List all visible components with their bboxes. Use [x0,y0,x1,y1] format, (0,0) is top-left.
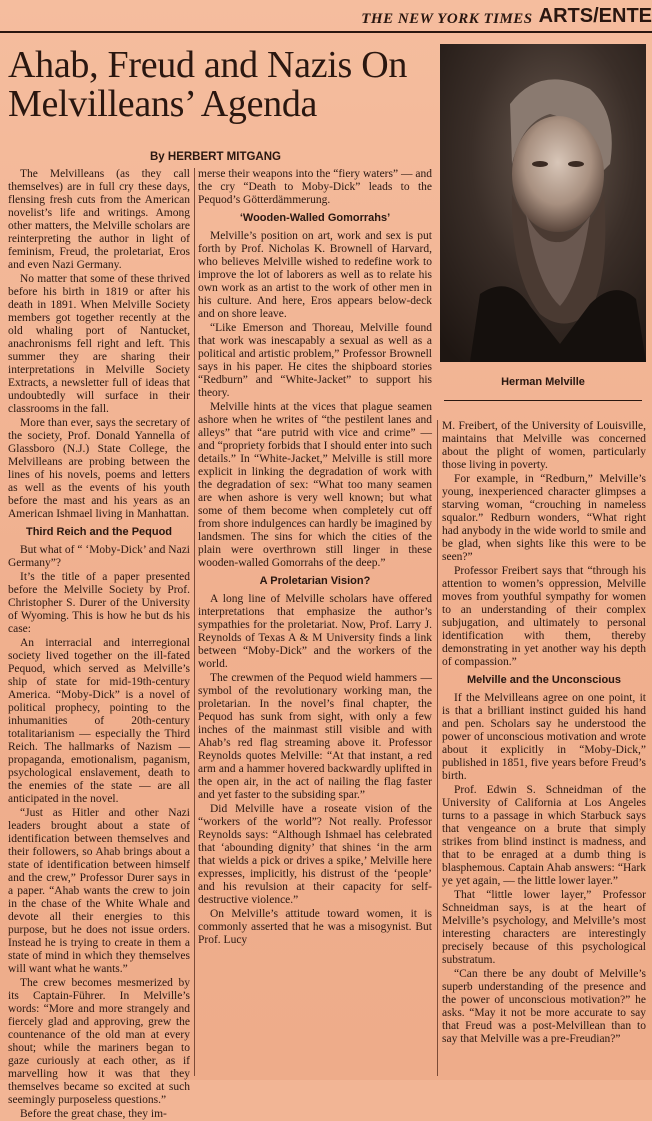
paragraph: Melville hints at the vices that plague seamen ashore when he writes of “the pestilent lanes and alleys” that “are putrid with vice and crime” — and “propriety forbids that I should enter into such details.” In “White-Jacket,” Melville is still more explicit in linking the degradation of work with the degradation of sex: “What too many seamen are when ashore is very well known; but what some of them become when completely cut off from shore indulgences can hardly be imagined by landsmen. The sins for which the cities of the plain were overthrown still linger in these wooden-walled Gomorrahs of the deep.” [198,401,432,569]
column-rule [194,168,195,1076]
paragraph: “Like Emerson and Thoreau, Melville found that work was inescapably a sexual as well as a political and artistic problem,” Professor Brownell says in his paper. He cites the shipboard stories “Redburn” and “White-Jacket” to support his theory. [198,322,432,399]
paragraph: The Melvilleans (as they call themselves) are in full cry these days, flensing fresh cuts from the American novelist’s life and writings. Among other matters, the Melville scholars are reinterpreting the author in light of feminism, Freud, the proletariat, Eros and even Nazi Germany. [8,168,190,271]
paragraph: If the Melvilleans agree on one point, it is that a brilliant instinct guided his hand and pen. Scholars say he understood the power of unconscious motivation and wrote about it explicitly in “Moby-Dick,” published in 1851, five years before Freud’s birth. [442,692,646,782]
paragraph: But what of “ ‘Moby-Dick’ and Nazi Germany”? [8,544,190,569]
subhead-gomorrahs: ‘Wooden-Walled Gomorrahs’ [239,212,391,224]
paragraph: M. Freibert, of the University of Louisville, maintains that Melville was concerned about the plight of women, particularly those living in poverty. [442,420,646,471]
portrait-illustration [440,44,646,362]
paragraph: “Can there be any doubt of Melville’s superb understanding of the presence and the power of unconscious motivation?” he asks. “May it not be more accurate to say that Freud was a post-Melvillean than to say that Melville was a pre-Freudian?” [442,968,646,1045]
column-3 [442,420,646,1076]
column-rule [437,420,438,1076]
masthead [361,4,652,28]
column-1 [8,168,190,1120]
photo-caption: Herman Melville [501,376,585,388]
paragraph: The crewmen of the Pequod wield hammers — symbol of the revolutionary working man, the proletarian. In the novel’s final chapter, the Pequod has sunk from sight, with only a few inches of the mainmast still visible and with Ahab’s red flag streaming above it. Professor Reynolds quotes Melville: “At that instant, a red arm and a hammer hovered backwardly uplifted in the open air, in the act of nailing the flag faster and yet faster to the subsiding spar.” [198,672,432,801]
paragraph: Professor Freibert says that “through his attention to women’s oppression, Melville moves from youthful sympathy for women to an understanding of their complex subjugation, and ultimately to personal identification with them, thereby demonstrating in yet another way his depth of compassion.” [442,565,646,668]
headline: Ahab, Freud and Nazis On Melvilleans’ Agenda [8,44,408,125]
subhead-unconscious: Melville and the Unconscious [466,674,622,686]
paragraph: For example, in “Redburn,” Melville’s young, inexperienced character glimpses a starving woman, “crouching in nameless squalor.” Redburn wonders, “What right had anybody in the wide world to smile and be glad, when sights like this were to be seen?” [442,473,646,563]
paragraph: No matter that some of these thrived before his birth in 1819 or after his death in 1891. When Melville Society members got together recently at the old whaling port of Nantucket, anachronisms fell right and left. This summer they are sharing their interpretations in Melville Society Extracts, a newsletter full of ideas that undoubtedly will surface in their classrooms in the fall. [8,273,190,415]
paragraph: Before the great chase, they im- [20,1108,167,1120]
paragraph: On Melville’s attitude toward women, it is commonly asserted that he was a misogynist. But Prof. Lucy [198,908,432,946]
column-2 [198,168,432,1076]
section-name: ARTS/ENTE [538,5,652,27]
paragraph: merse their weapons into the “fiery waters” — and the cry “Death to Moby-Dick” leads to the Pequod’s Götterdämmerung. [198,168,432,206]
paragraph: That “little lower layer,” Professor Schneidman says, is at the heart of Melville’s psychology, and Melville’s most interesting characters are interestingly precisely because of this psychological substratum. [442,889,646,966]
byline: By HERBERT MITGANG [150,151,281,163]
paragraph: “Just as Hitler and other Nazi leaders brought about a state of identification between themselves and their followers, so Ahab brings about a state of identification between himself and the crew,” Professor Durer says in a paper. “Ahab wants the crew to join in the chase of the White Whale and devote all their energies to this purpose, but he does not issue orders. Instead he is trying to create in them a state of mind in which they themselves will want what he wants.” [8,807,190,975]
paragraph: Did Melville have a roseate vision of the “workers of the world”? Not really. Professor Reynolds says: “Although Ishmael has celebrated that ‘abounding dignity’ that shines ‘in the arm that wields a pick or drives a spike,’ Melville here expresses, implicitly, his distrust of the ‘people’ and his revulsion at their capacity for self-destructive violence.” [198,803,432,906]
paragraph: An interracial and interregional society lived together on the ill-fated Pequod, which served as Melville’s ship of state for mid-19th-century America. “Moby-Dick” is a novel of political prophecy, pointing to the inhumanities of 20th-century totalitarianism — especially the Third Reich. The hallmarks of Nazism — propaganda, emotionalism, paganism, psychological enslavement, death to the enemies of the state — are all anticipated in the novel. [8,637,190,805]
subhead-proletarian: A Proletarian Vision? [259,575,371,587]
paragraph: Melville’s position on art, work and sex is put forth by Prof. Nicholas K. Brownell of Harvard, who believes Melville wished to redefine work to improve the lot of laborers as well as to relate his own work as an artist to the work of other men in his culture. And here, Eros appears below-deck and on shore leave. [198,230,432,320]
subhead-third-reich: Third Reich and the Pequod [25,526,173,538]
paragraph: A long line of Melville scholars have offered interpretations that emphasize the author’s sympathies for the proletariat. Now, Prof. Larry J. Reynolds of Texas A & M University finds a link between “Moby-Dick” and the workers of the world. [198,593,432,670]
paragraph: More than ever, says the secretary of the society, Prof. Donald Yannella of Glassboro (N.J.) State College, the Melvilleans are probing between the lines of his novels, poems and letters as well as the events of his youth before the mast and his years as an American Ishmael living in Manhattan. [8,417,190,520]
caption-rule [444,400,642,401]
paragraph: Prof. Edwin S. Schneidman of the University of California at Los Angeles turns to a passage in which Starbuck says that vengeance on a brute that simply strikes from blind instinct is madness, and that to be enraged at a dumb thing is blasphemous. Captain Ahab answers: “Hark ye yet again, — the little lower layer.” [442,784,646,887]
newspaper-name: THE NEW YORK TIMES [361,11,533,27]
paragraph: It’s the title of a paper presented before the Melville Society by Prof. Christopher S. Durer of the University of Wyoming. This is how he but ds his case: [8,571,190,635]
portrait-photo [440,44,646,362]
masthead-rule [0,31,652,33]
paragraph: The crew becomes mesmerized by its Captain-Führer. In Melville’s words: “More and more strangely and fiercely glad and approving, grew the countenance of the old man at every shout; while the mariners began to gaze curiously at each other, as if marvelling how it was that they themselves became so excited at such seemingly purposeless questions.” [8,977,190,1106]
